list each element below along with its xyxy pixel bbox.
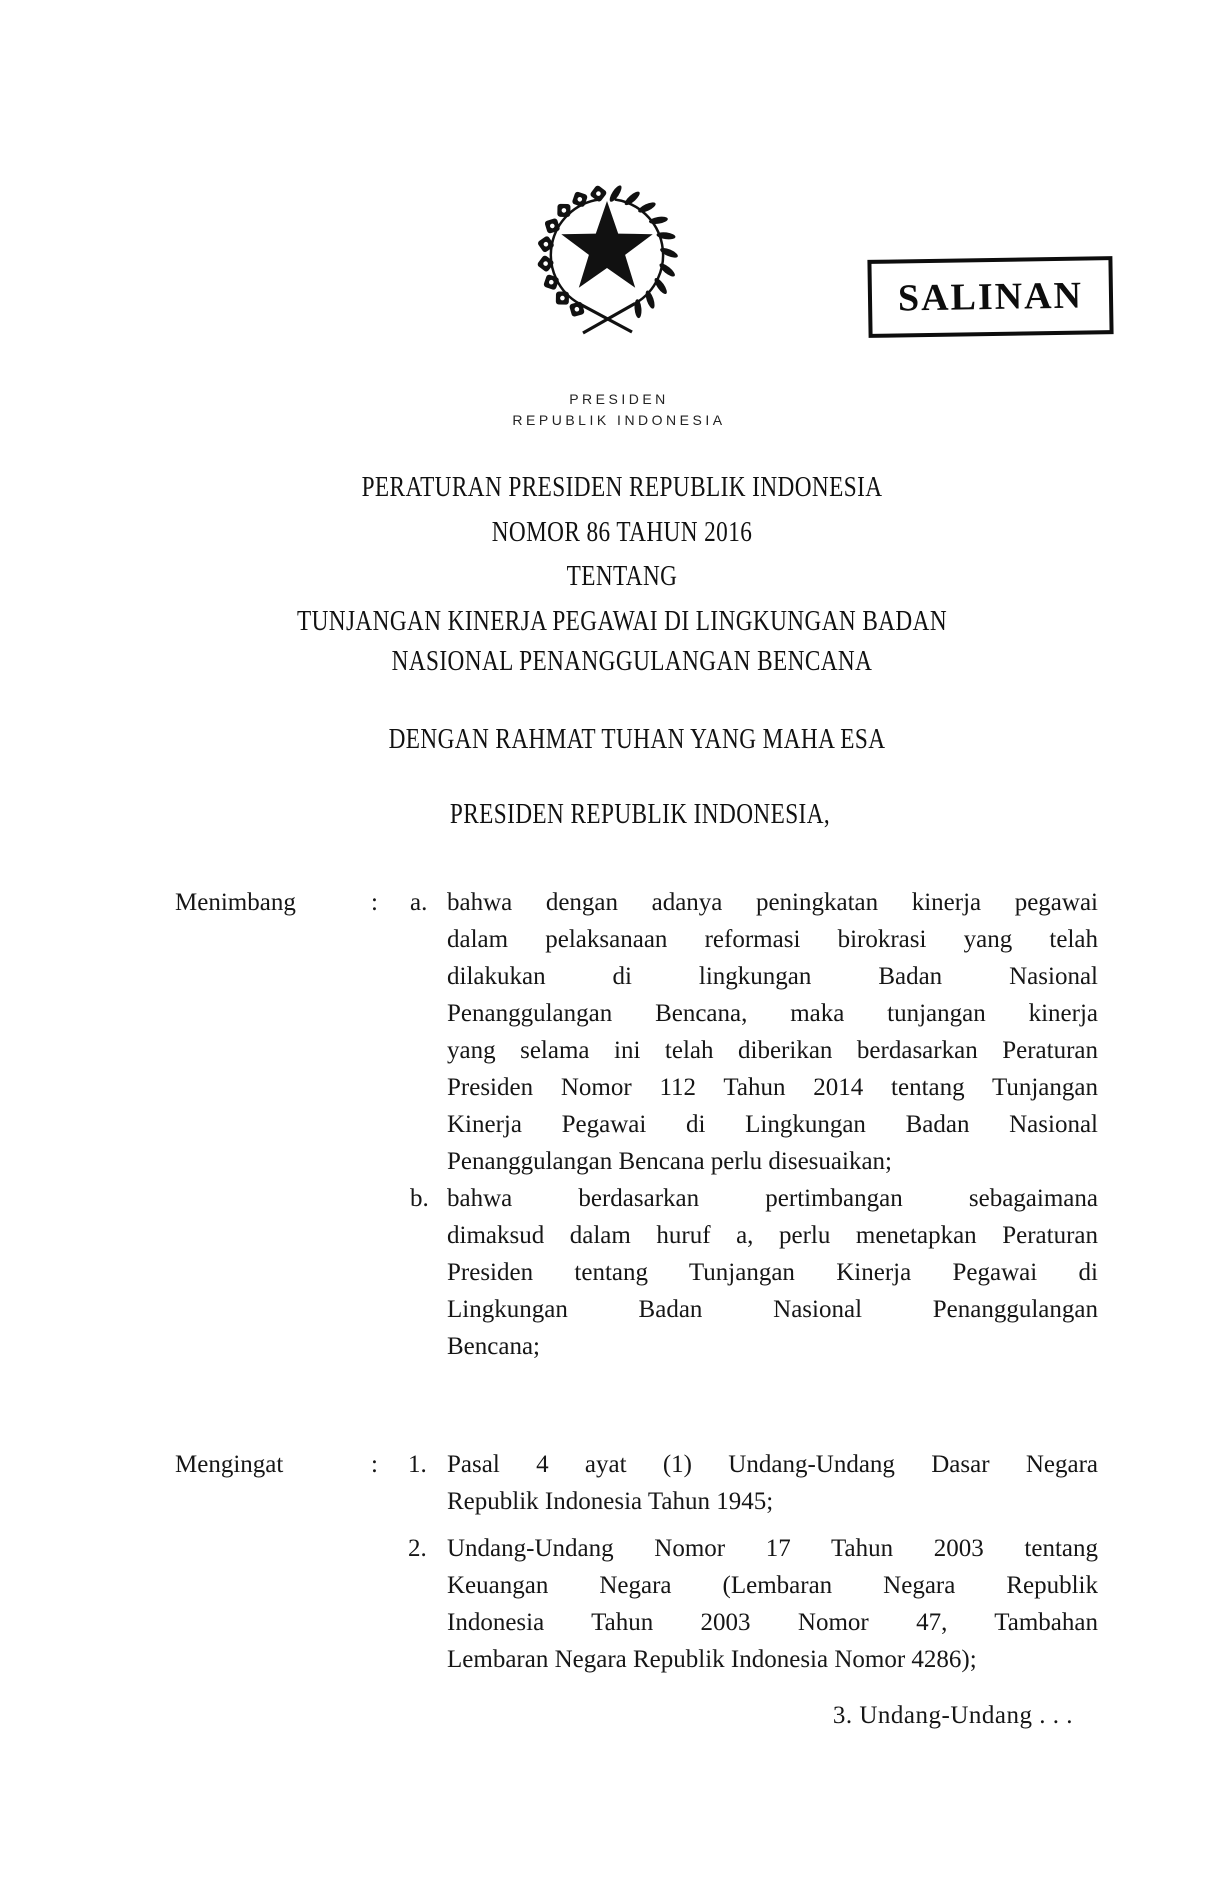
letterhead [469,389,769,431]
catchword: 3. Undang-Undang . . . [832,1702,1073,1729]
paragraph-line: yang selama ini telah diberikan berdasarkan Peraturan [447,1037,1098,1064]
considering-label: Menimbang [175,889,296,916]
considering-item-b [447,1180,1098,1365]
paragraph-line: bahwa berdasarkan pertimbangan sebagaimana [447,1185,1098,1212]
paragraph-line: Pasal 4 ayat (1) Undang-Undang Dasar Negara [447,1451,1098,1478]
salinan-stamp [867,256,1113,338]
remembering-item-1-marker: 1. [408,1451,427,1478]
paragraph-line: Undang-Undang Nomor 17 Tahun 2003 tentang [447,1535,1098,1562]
paragraph-line: Presiden tentang Tunjangan Kinerja Pegawai di [447,1259,1098,1286]
paragraph-line: dimaksud dalam huruf a, perlu menetapkan Peraturan [447,1222,1098,1249]
considering-item-a [447,884,1098,1180]
paragraph-line: Lembaran Negara Republik Indonesia Nomor 4286); [447,1646,977,1673]
letterhead-republik-indonesia: REPUBLIK INDONESIA [512,412,726,428]
title-line-nomor: NOMOR 86 TAHUN 2016 [491,517,753,548]
remembering-item-2-marker: 2. [408,1535,427,1562]
star-icon [561,201,652,288]
remembering-colon: : [371,1451,378,1478]
paragraph-line: Republik Indonesia Tahun 1945; [447,1488,774,1515]
considering-colon: : [371,889,378,916]
paragraph-line: Presiden Nomor 112 Tahun 2014 tentang Tunjangan [447,1074,1098,1101]
remembering-label: Mengingat [175,1451,284,1478]
paragraph-line: bahwa dengan adanya peningkatan kinerja pegawai [447,889,1098,916]
state-emblem-icon [519,175,695,351]
remembering-item-2 [447,1530,1098,1678]
title-line-subject-2: NASIONAL PENANGGULANGAN BENCANA [391,646,873,677]
title-line-peraturan: PERATURAN PRESIDEN REPUBLIK INDONESIA [361,472,883,503]
paragraph-line: Lingkungan Badan Nasional Penanggulangan [447,1296,1098,1323]
considering-item-a-marker: a. [410,889,428,916]
paragraph-line: Indonesia Tahun 2003 Nomor 47, Tambahan [447,1609,1098,1636]
paragraph-line: dilakukan di lingkungan Badan Nasional [447,963,1098,990]
paragraph-line: Penanggulangan Bencana perlu disesuaikan; [447,1148,892,1175]
issuer-line: PRESIDEN REPUBLIK INDONESIA, [449,799,831,830]
paragraph-line: Penanggulangan Bencana, maka tunjangan kinerja [447,1000,1098,1027]
paragraph-line: Keuangan Negara (Lembaran Negara Republik [447,1572,1098,1599]
invocation-line: DENGAN RAHMAT TUHAN YANG MAHA ESA [388,724,886,755]
remembering-item-1 [447,1446,1098,1520]
title-line-tentang: TENTANG [566,561,678,592]
considering-item-b-marker: b. [410,1185,429,1212]
paragraph-line: Bencana; [447,1333,541,1360]
paragraph-line: Kinerja Pegawai di Lingkungan Badan Nasional [447,1111,1098,1138]
title-line-subject-1: TUNJANGAN KINERJA PEGAWAI DI LINGKUNGAN BADAN [296,606,948,637]
salinan-stamp-label: SALINAN [897,274,1084,320]
paragraph-line: dalam pelaksanaan reformasi birokrasi yang telah [447,926,1098,953]
letterhead-presiden: PRESIDEN [569,391,669,407]
